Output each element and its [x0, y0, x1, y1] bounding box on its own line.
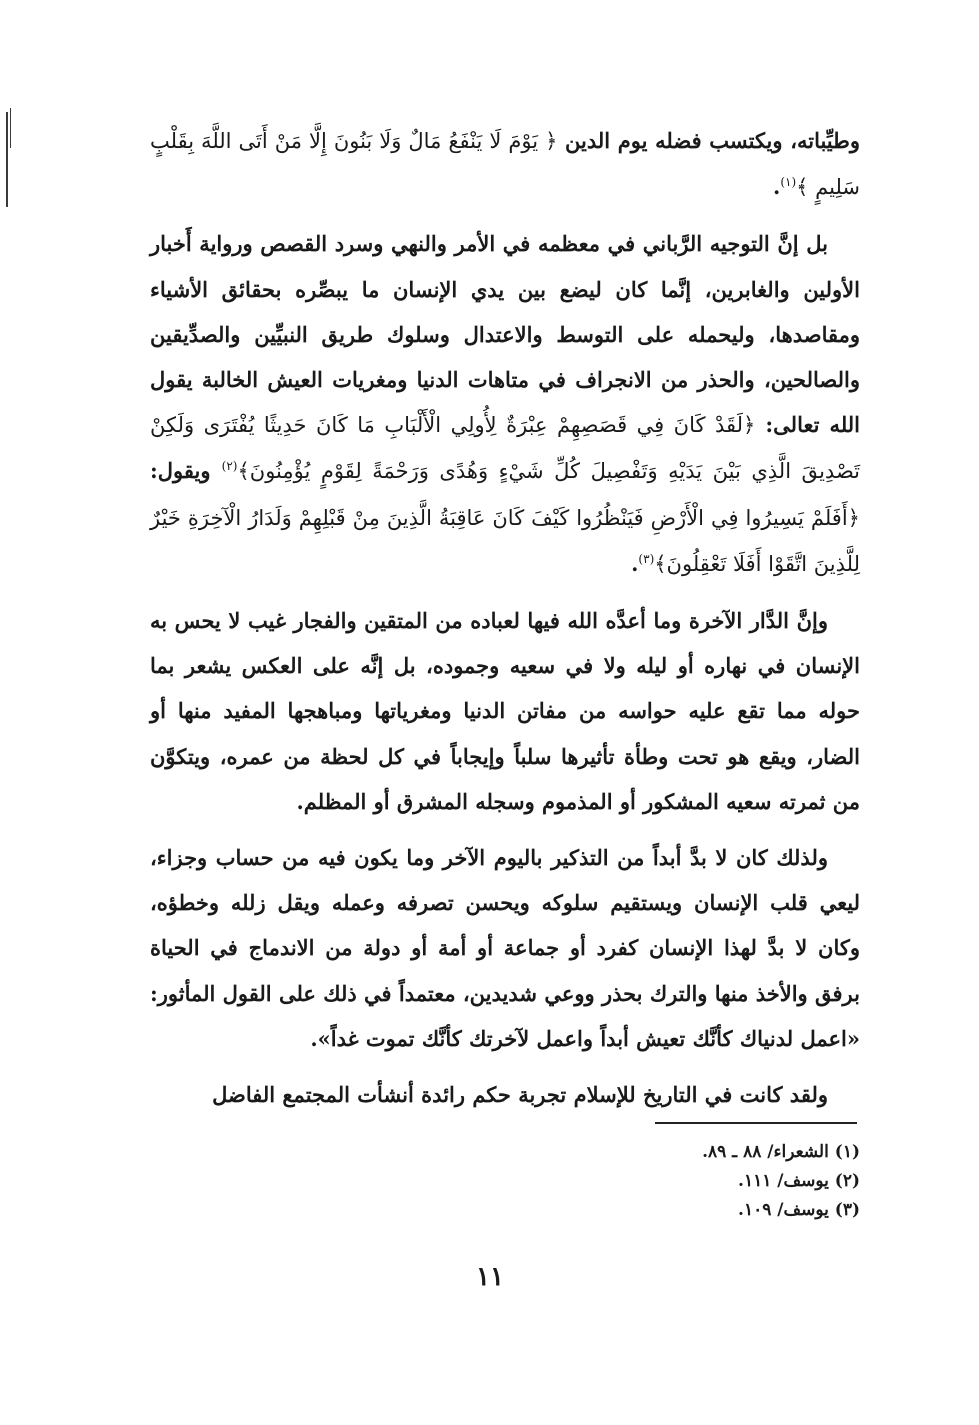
paragraph-4	[150, 835, 860, 1061]
footnote-2: (٢) يوسف/ ١١١.	[738, 1171, 860, 1191]
text-segment: .	[773, 174, 781, 200]
page-number: ١١	[476, 1262, 504, 1292]
footnote-3: (٣) يوسف/ ١٠٩.	[738, 1200, 860, 1220]
text-segment: وإنَّ الدَّار الآخرة وما أعدَّه الله فيها لعباده من المتقين والفجار غيب لا يحس به الإنسان في نهاره أو ليله ولا في سعيه وجموده، بل إنَّه على العكس يشعر بما حوله مما تقع عليه حواسه من مفاتن الدنيا ومغرياتها ومباهجها المفيد منها أو الضار، ويقع هو تحت وطأة تأثيرها سلباً وإيجاباً في كل لحظة من عمره، ويتكوَّن من ثمرته سعيه المشكور أو المذموم وسجله المشرق أو المظلم.	[150, 608, 860, 814]
footnote-marker: (٣)	[638, 551, 655, 566]
quran-verse: ﴿أَفَلَمْ يَسِيرُوا فِي الْأَرْضِ فَيَنْظُرُوا كَيْفَ كَانَ عَاقِبَةُ الَّذِينَ مِنْ قَبْلِهِمْ وَلَدَارُ الْآخِرَةِ خَيْرٌ لِلَّذِينَ اتَّقَوْا أَفَلَا تَعْقِلُونَ﴾	[150, 505, 860, 576]
paragraph-5	[150, 1072, 860, 1117]
text-segment: .	[631, 550, 639, 576]
text-segment: ولذلك كان لا بدَّ أبداً من التذكير باليوم الآخر وما يكون فيه من حساب وجزاء، ليعي قلب الإنسان ويستقيم سلوكه ويحسن تصرفه وعمله ويقل زلله وخطؤه، وكان لا بدَّ لهذا الإنسان كفرد أو جماعة أو أمة أو دولة من الاندماج في الحياة برفق والأخذ منها والترك بحذر ووعي شديدين، معتمداً في ذلك على القول المأثور: «اعمل لدنياك كأنَّك تعيش أبداً واعمل لآخرتك كأنَّك تموت غداً».	[150, 845, 860, 1051]
text-segment: ويقول:	[150, 458, 222, 484]
footnote-marker: (١)	[780, 175, 797, 190]
footnote-separator	[655, 1122, 857, 1124]
quran-verse: ﴿ يَوْمَ لَا يَنْفَعُ مَالٌ وَلَا بَنُونَ إِلَّا مَنْ أَتَى اللَّهَ بِقَلْبٍ سَلِيمٍ ﴾	[150, 129, 860, 200]
footnotes	[560, 1138, 860, 1225]
text-segment: وطيِّباته، ويكتسب فضله يوم الدين	[557, 128, 860, 153]
quran-verse: ﴿لَقَدْ كَانَ فِي قَصَصِهِمْ عِبْرَةٌ لِأُولِي الْأَلْبَابِ مَا كَانَ حَدِيثًا يُفْتَرَى وَلَكِنْ تَصْدِيقَ الَّذِي بَيْنَ يَدَيْهِ وَتَفْصِيلَ كُلِّ شَيْءٍ وَهُدًى وَرَحْمَةً لِقَوْمٍ يُؤْمِنُونَ﴾	[150, 413, 860, 484]
paragraph-2	[150, 221, 860, 587]
footnote-1: (١) الشعراء/ ٨٨ ـ ٨٩.	[702, 1142, 860, 1162]
margin-scan-line-secondary	[10, 108, 11, 148]
paragraph-1	[150, 118, 860, 210]
margin-scan-line	[6, 112, 8, 207]
text-segment: بل إنَّ التوجيه الرَّباني في معظمه في الأمر والنهي وسرد القصص ورواية أَخبار الأولين والغابرين، إنَّما كان ليضع بين يدي الإنسان ما يبصِّره بحقائق الأشياء ومقاصدها، وليحمله على التوسط والاعتدال وسلوك طريق النبيِّين والصدِّيقين والصالحين، والحذر من الانجراف في متاهات الدنيا ومغريات العيش الخالبة يقول الله تعالى:	[150, 231, 860, 438]
footnote-marker: (٢)	[221, 459, 238, 474]
main-text	[150, 118, 860, 1117]
paragraph-3	[150, 598, 860, 824]
text-segment: ولقد كانت في التاريخ للإسلام تجربة حكم رائدة أنشأت المجتمع الفاضل	[212, 1082, 828, 1108]
